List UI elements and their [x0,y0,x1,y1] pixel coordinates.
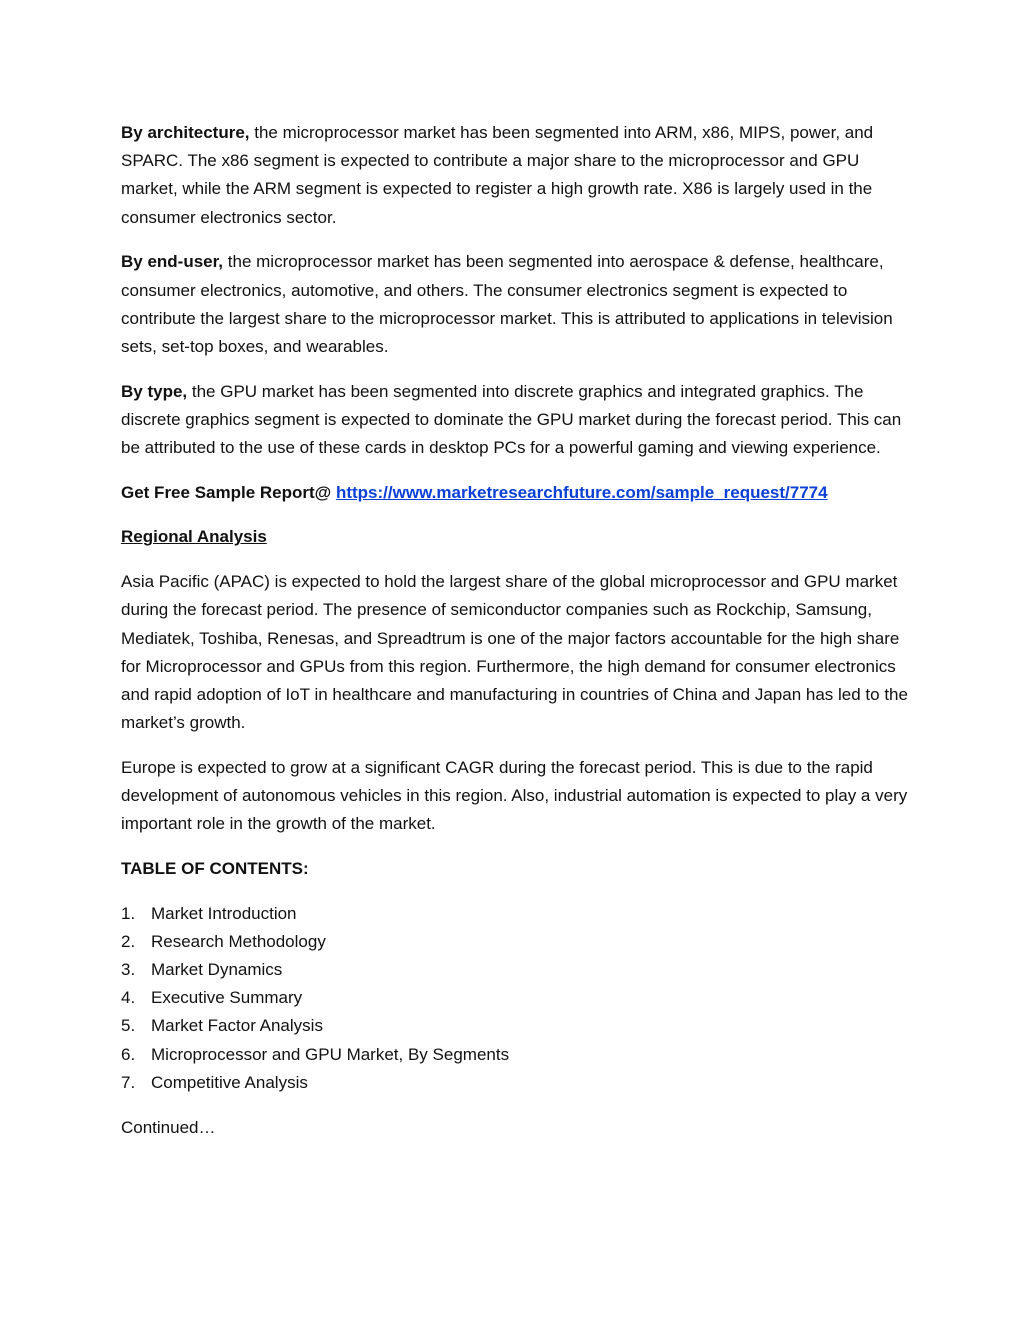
toc-heading: TABLE OF CONTENTS: [121,858,309,878]
toc-item [121,928,911,956]
toc-item-number: 3. [121,960,136,980]
toc-item [121,984,911,1012]
text-type: the GPU market has been segmented into discrete graphics and integrated graphics. The discrete graphics segment is expected to dominate the GPU market during the forecast period. This can be attributed to the use of these cards in desktop PCs for a powerful gaming and viewing experience. [121,381,902,458]
toc-item-label: Executive Summary [151,988,303,1008]
toc-item-label: Market Factor Analysis [151,1016,323,1036]
paragraph-europe: Europe is expected to grow at a significant CAGR during the forecast period. This is due to the rapid development of autonomous vehicles in this region. Also, industrial automation is expected to play a very important role in the growth of the market. [121,757,908,834]
sample-report-label: Get Free Sample Report@ [121,482,336,502]
toc-item [121,1041,911,1069]
toc-item-number: 1. [121,903,136,923]
toc-item-label: Microprocessor and GPU Market, By Segments [151,1044,510,1064]
paragraph-architecture [121,119,911,232]
toc-list [121,900,911,1097]
lead-end-user: By end-user, [121,252,224,272]
continued-text: Continued… [121,1117,216,1137]
toc-item-label: Market Introduction [151,903,297,923]
toc-item [121,900,911,928]
toc-item-number: 4. [121,988,136,1008]
toc-item-label: Market Dynamics [151,960,283,980]
toc-item [121,1069,911,1097]
paragraph-type [121,378,911,463]
regional-analysis-heading: Regional Analysis [121,527,267,547]
toc-item-number: 5. [121,1016,136,1036]
text-end-user: the microprocessor market has been segmented into aerospace & defense, healthcare, consumer electronics, automotive, and others. The consumer electronics segment is expected to contribute the largest share to the microprocessor market. This is attributed to applications in television sets, set-top boxes, and wearables. [121,252,893,356]
lead-type: By type, [121,381,188,401]
sample-report-link[interactable]: https://www.marketresearchfuture.com/sample_request/7774 [335,482,828,502]
toc-item-number: 2. [121,931,136,951]
document-page [121,119,911,1158]
paragraph-end-user [121,248,911,361]
text-architecture: the microprocessor market has been segmented into ARM, x86, MIPS, power, and SPARC. The x86 segment is expected to contribute a major share to the microprocessor and GPU market, while the ARM segment is expected to register a high growth rate. X86 is largely used in the consumer electronics sector. [121,123,874,227]
toc-item [121,1012,911,1040]
sample-report-line [121,479,911,507]
paragraph-apac: Asia Pacific (APAC) is expected to hold the largest share of the global microprocessor and GPU market during the forecast period. The presence of semiconductor companies such as Rockchip, Samsung, Mediatek, Toshiba, Renesas, and Spreadtrum is one of the major factors accountable for the high share for Microprocessor and GPUs from this region. Furthermore, the high demand for consumer electronics and rapid adoption of IoT in healthcare and manufacturing in countries of China and Japan has led to the market’s growth. [121,572,908,733]
lead-architecture: By architecture, [121,123,250,142]
toc-item-number: 7. [121,1072,136,1092]
toc-item-label: Competitive Analysis [151,1072,308,1092]
toc-item-label: Research Methodology [151,931,326,951]
toc-item-number: 6. [121,1044,136,1064]
toc-item [121,956,911,984]
